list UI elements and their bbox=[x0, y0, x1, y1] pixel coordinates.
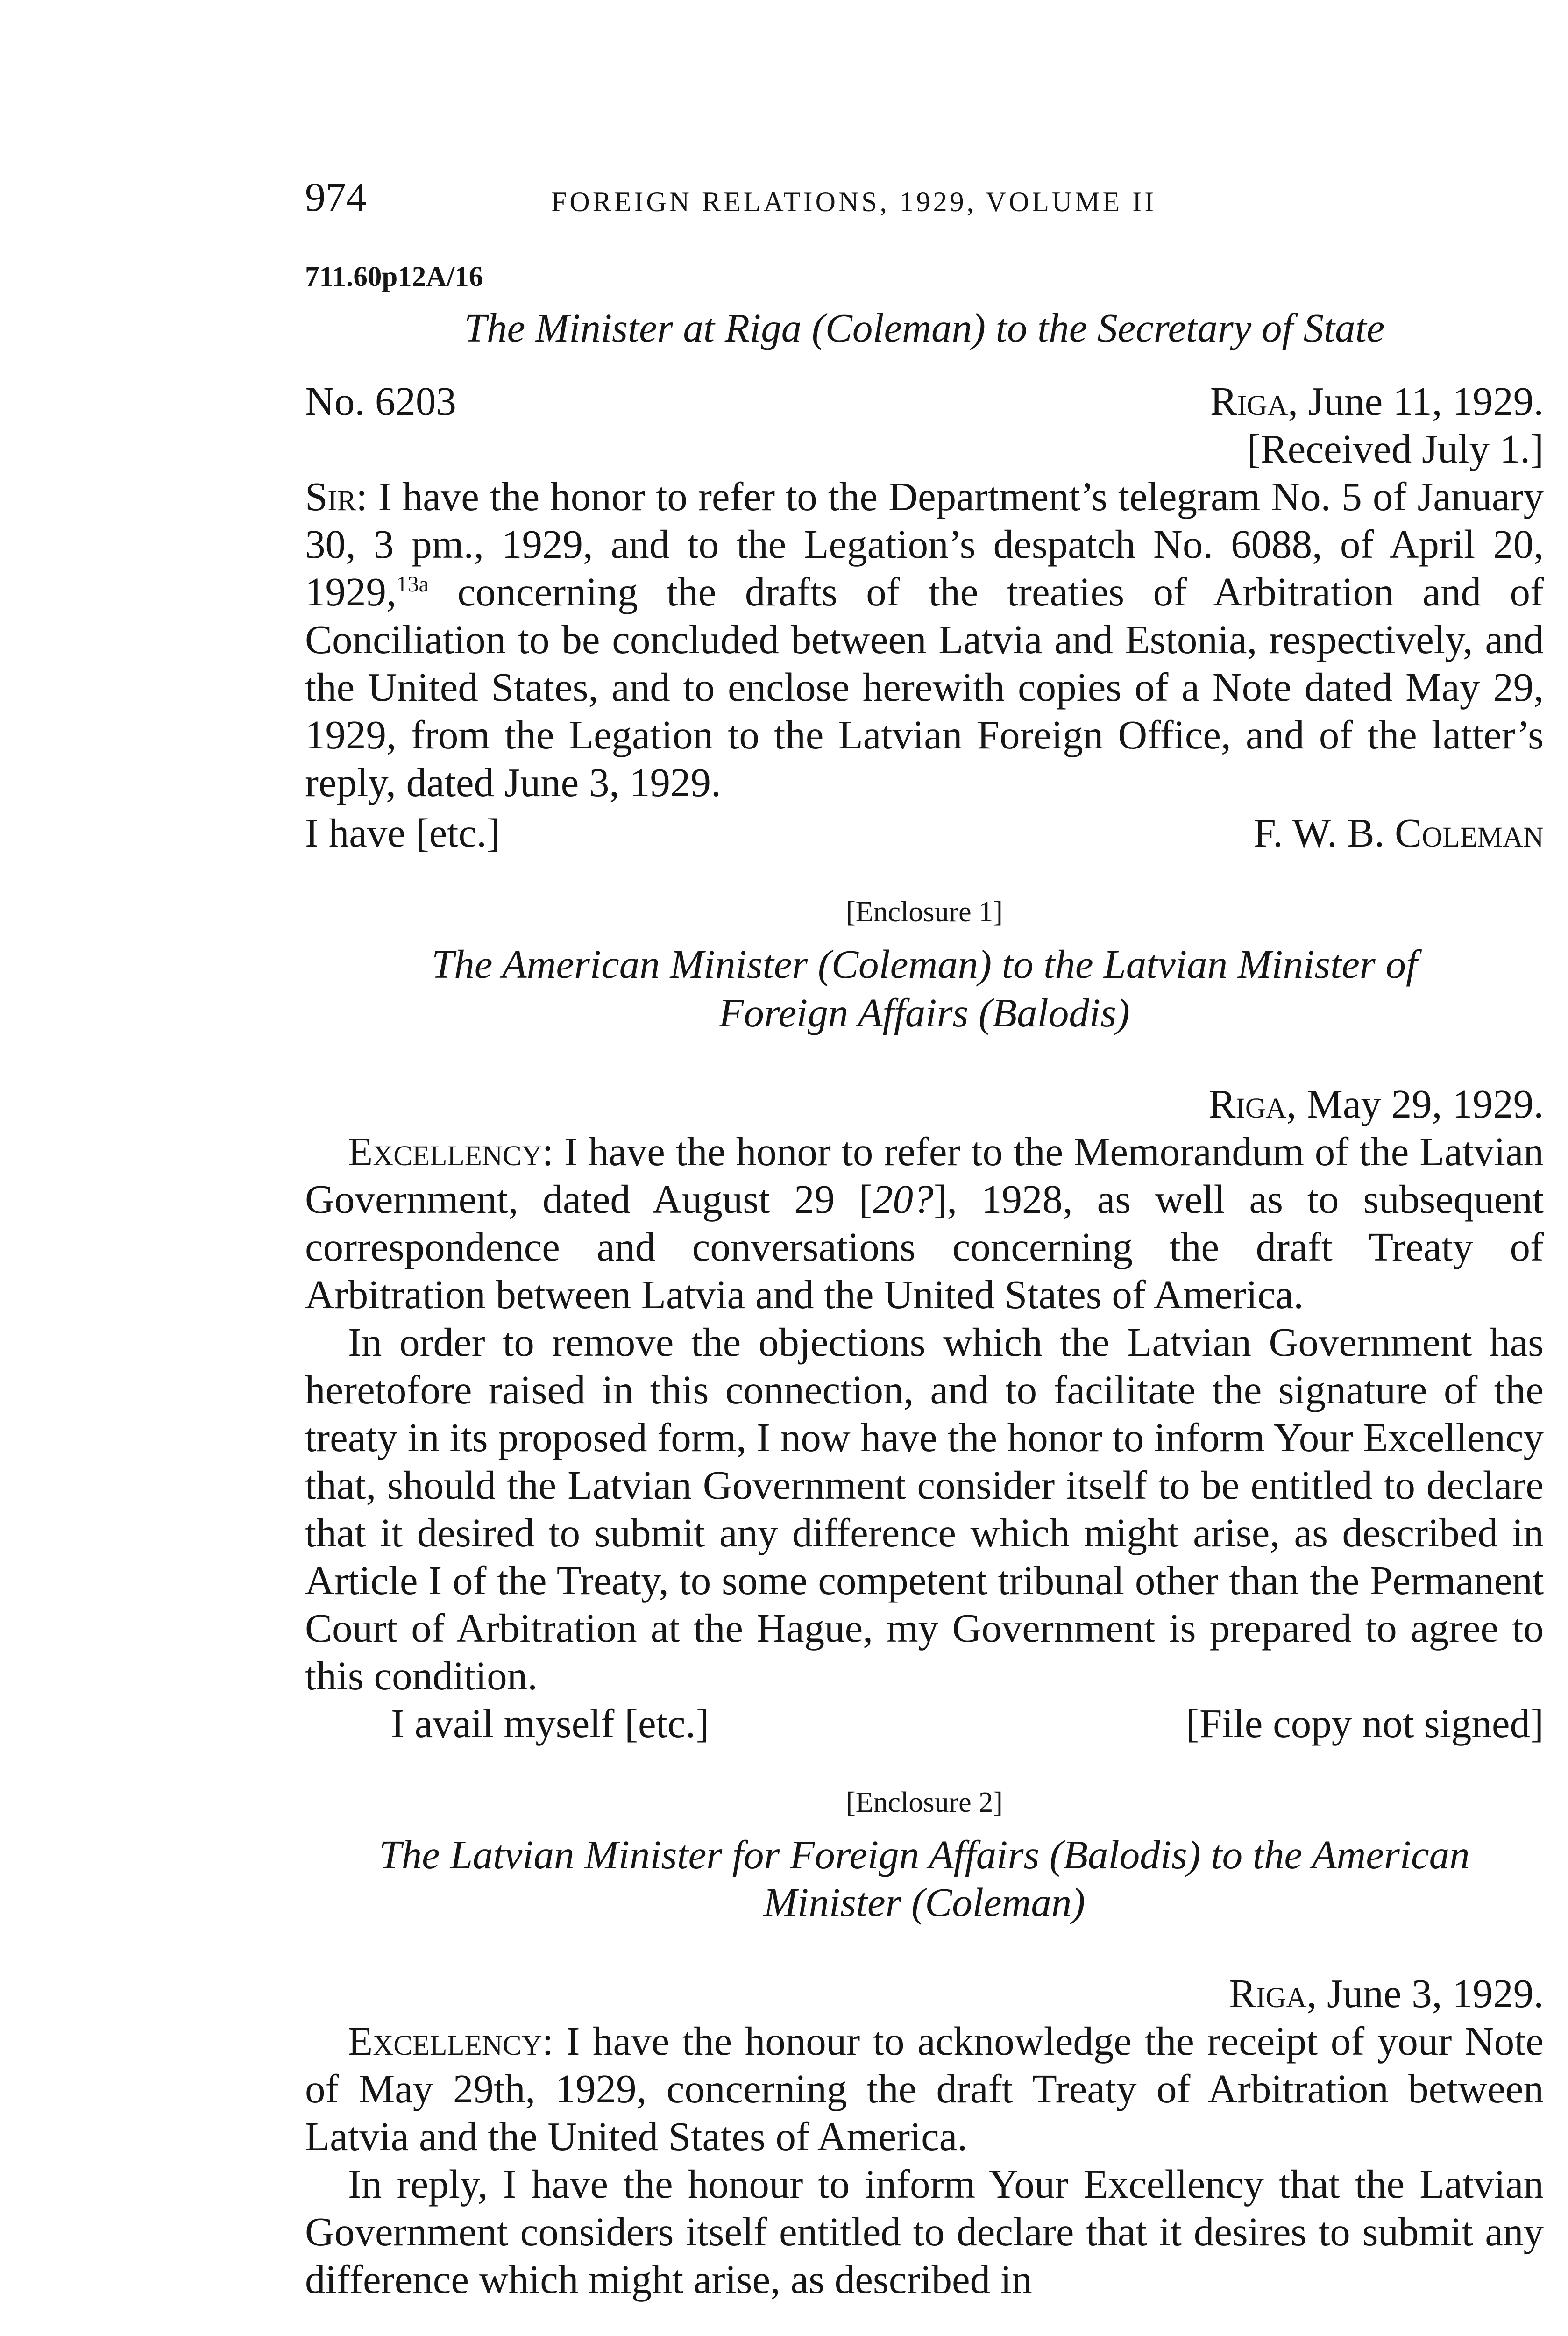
salutation: Excellency: bbox=[348, 2018, 553, 2064]
enclosure-2-para2: In reply, I have the honour to inform Your Excellency that the Latvian Government considers itself entitled to declare that it desires to submit any difference which might arise, as described in bbox=[305, 2161, 1544, 2302]
enclosure-1-title-line1: The American Minister (Coleman) to the Latvian Minister of bbox=[431, 941, 1418, 987]
salutation: Sir: bbox=[305, 474, 368, 519]
salutation: Excellency: bbox=[348, 1129, 553, 1174]
letter-closing: I have [etc.] bbox=[305, 810, 500, 855]
enclosure-2-para1: Excellency: I have the honour to acknowledge the receipt of your Note of May 29th, 1929, concerning the draft Treaty of Arbitration between Latvia and the United States of America. bbox=[305, 2018, 1544, 2159]
letter-body bbox=[305, 473, 1544, 806]
editorial-query: 20? bbox=[872, 1176, 934, 1222]
signature: F. W. B. Coleman bbox=[1253, 810, 1544, 855]
enclosure-2-label: [Enclosure 2] bbox=[846, 1787, 1003, 1818]
enclosure-2-title-line1: The Latvian Minister for Foreign Affairs (Balodis) to the American bbox=[379, 1832, 1470, 1877]
letter-closing-row bbox=[305, 809, 1544, 857]
enclosure-1-place-date: Riga, May 29, 1929. bbox=[1208, 1081, 1544, 1126]
letter-title: The Minister at Riga (Coleman) to the Secretary of State bbox=[464, 305, 1385, 350]
place: Riga, bbox=[1210, 378, 1298, 424]
letter-place-date bbox=[1210, 377, 1544, 425]
enclosure-1-closing: I avail myself [etc.] bbox=[391, 1701, 710, 1746]
enclosure-2-title-line2: Minister (Coleman) bbox=[763, 1880, 1086, 1925]
enclosure-1-closing-row bbox=[305, 1700, 1544, 1747]
received-note: [Received July 1.] bbox=[1247, 426, 1544, 471]
enclosure-1-para2: In order to remove the objections which the Latvian Government has heretofore raised in this connection, and to facilitate the signature of the treaty in its proposed form, I now have the honor to inform Your Excellency that, should the Latvian Government consider itself to be entitled to declare that it desired to submit any difference which might arise, as described in Article I of the Treaty, to some competent tribunal other than the Permanent Court of Arbitration at the Hague, my Government is prepared to agree to this condition. bbox=[305, 1319, 1544, 1698]
running-title: FOREIGN RELATIONS, 1929, VOLUME II bbox=[551, 186, 1157, 217]
enclosure-1-title-line2: Foreign Affairs (Balodis) bbox=[719, 990, 1130, 1035]
enclosure-1-label: [Enclosure 1] bbox=[846, 896, 1003, 928]
letter-body-part2: concerning the drafts of the treaties of Arbitration and of Conciliation to be concluded between Latvia and Estonia, respectively, and the United States, and to enclose herewith copies of a Note dated May 29, 1929, from the Legation to the Latvian Foreign Office, and of the latter’s reply, dated June 3, 1929. bbox=[305, 569, 1544, 805]
enclosure-2-place-date: Riga, June 3, 1929. bbox=[1229, 1971, 1544, 2016]
letter-number: No. 6203 bbox=[305, 378, 456, 424]
file-number: 711.60p12A/16 bbox=[305, 261, 483, 292]
page-number: 974 bbox=[305, 175, 367, 220]
enclosure-1-file-note: [File copy not signed] bbox=[1186, 1701, 1544, 1746]
enclosure-1-para1: Excellency: I have the honor to refer to the Memorandum of the Latvian Government, dated August 29 [20?], 1928, as well as to subsequent correspondence and conversations concerning the draft Treaty of Arbitration between Latvia and the United States of America. bbox=[305, 1129, 1544, 1317]
date: June 11, 1929. bbox=[1308, 378, 1544, 424]
letter-body-part1: I have the honor to refer to the Department’s telegram No. 5 of January 30, 3 pm., 1929, and to the Legation’s despatch No. 6088, of April 20, 1929, bbox=[305, 474, 1544, 614]
footnote-ref: 13a bbox=[396, 572, 429, 597]
